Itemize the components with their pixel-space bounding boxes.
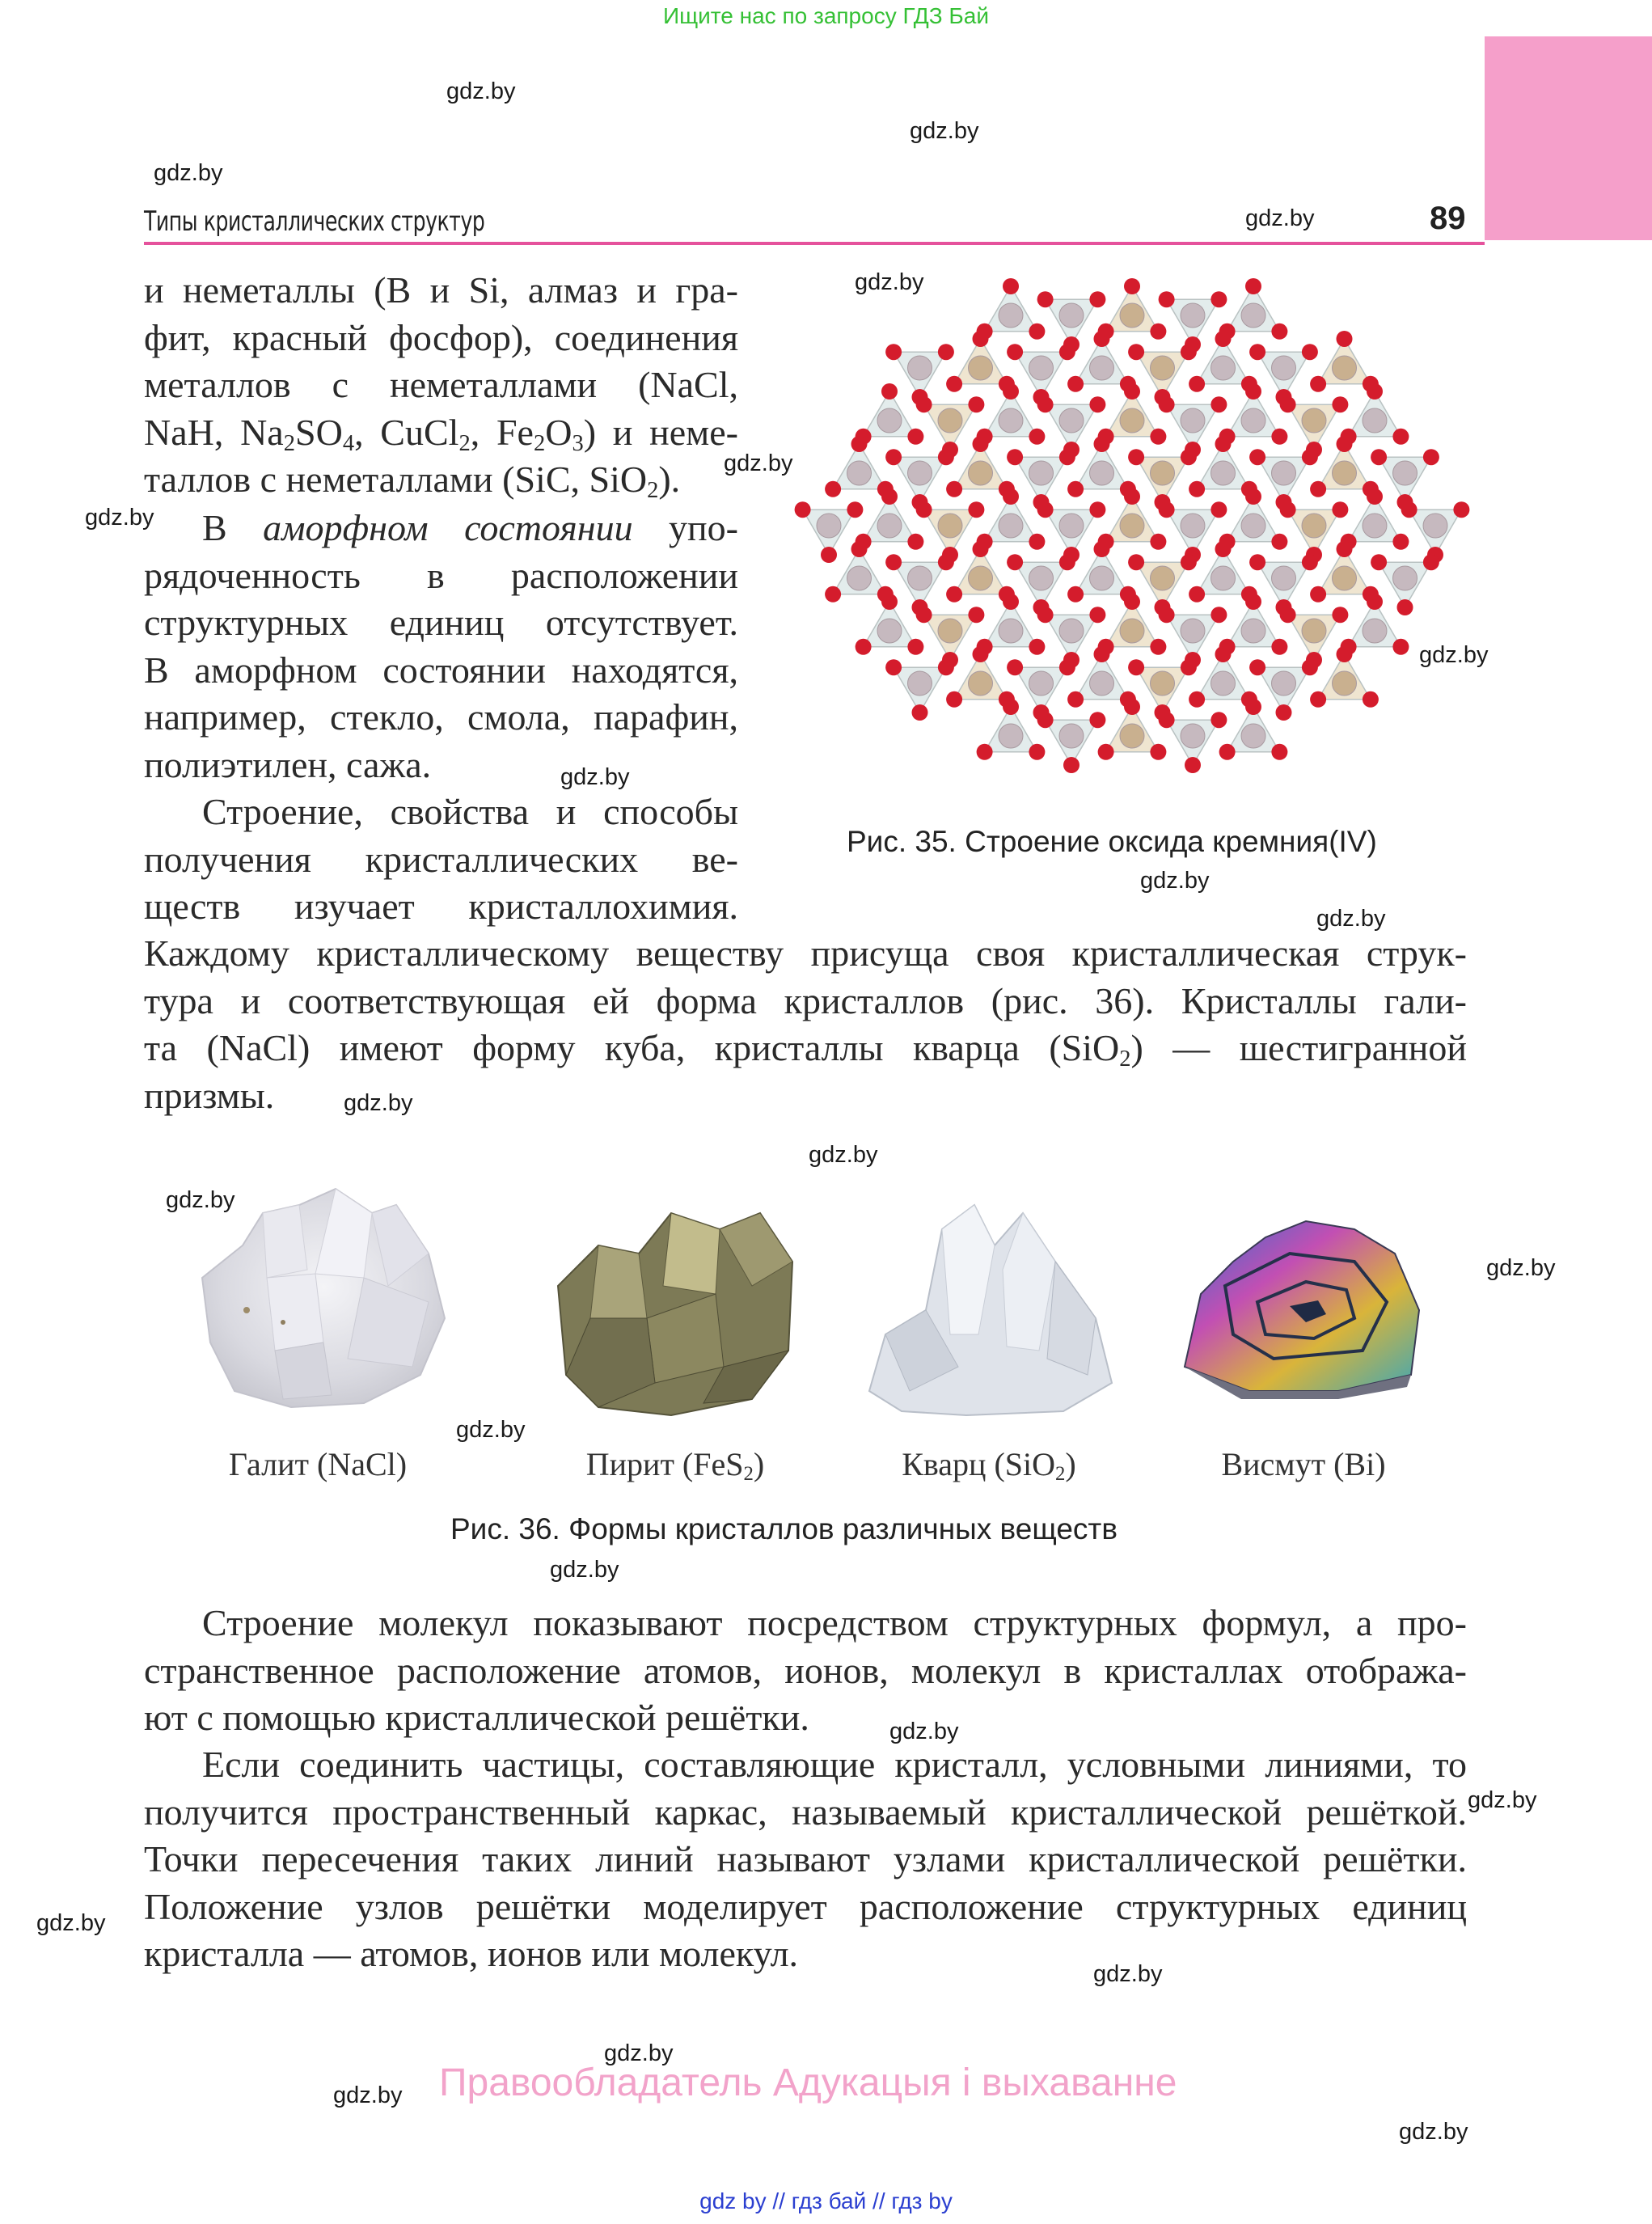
paragraph-4 [144,1600,1467,1742]
mineral-label-quartz: Кварц (SiO$_2$) [902,1446,1076,1486]
watermark: gdz.by [560,764,630,790]
text-line: ют с помощью кристаллической решётки. [144,1697,809,1738]
paragraph-3-wide [144,930,1467,1119]
watermark: gdz.by [446,78,516,104]
text-line: полиэтилен, сажа. [144,743,432,785]
quartz-crystal-image [853,1197,1120,1423]
text-line: тура и соответствующая ей форма кристаллов (рис. 36). Кристаллы гали- [144,979,1467,1021]
silicon-oxide-lattice-illustration [776,267,1488,784]
halite-crystal-image [186,1181,453,1423]
watermark: gdz.by [809,1142,878,1168]
text-line: призмы. [144,1074,275,1116]
text-line: Каждому кристаллическому веществу присуща своя кристаллическая струк- [144,932,1467,974]
text-line: Строение молекул показывают посредством структурных формул, а про- [202,1602,1467,1643]
page-number: 89 [1430,201,1466,236]
watermark: gdz.by [1399,2119,1468,2145]
text-line: В аморфном состоянии находятся, [144,649,738,691]
text-line: кристалла — атомов, ионов или молекул. [144,1933,799,1974]
watermark: gdz.by [1419,642,1489,668]
watermark: gdz.by [855,269,924,295]
text-line: Если соединить частицы, составляющие кристалл, условными линиями, то [202,1744,1467,1785]
top-note: Ищите нас по запросу ГДЗ Бай [662,3,990,28]
watermark: gdz.by [36,1910,106,1936]
text-line: та (NaCl) имеют форму куба, кристаллы кварца (SiO$_2$) — шестигранной [144,1027,1468,1072]
pyrite-crystal-image [550,1197,801,1423]
bottom-site-links[interactable]: gdz by // гдз бай // гдз by [699,2188,953,2213]
watermark: gdz.by [889,1719,959,1744]
mineral-label-halite: Галит (NaCl) [228,1446,408,1482]
text-line: получится пространственный каркас, называемый кристаллической решёткой. [144,1791,1467,1833]
watermark: gdz.by [724,450,793,476]
text-line: Строение, свойства и способы [202,791,738,832]
text-line: В аморфном состоянии упо- [202,507,738,548]
watermark: gdz.by [1093,1961,1163,1987]
text-line: странственное расположение атомов, ионов, молекул в кристаллах отобража- [144,1649,1467,1691]
text-line: металлов с неметаллами (NaCl, [144,364,738,405]
text-line: NaH, $Na_2SO_4$, CuCl$_2$, $Fe_2O_3$) и неме- [144,411,738,456]
emphasis-term: аморфном состоянии [263,507,633,548]
header-title: Типы кристаллических структур [144,205,485,238]
header-rule [144,242,1485,245]
text-line: Положение узлов решётки моделирует расположение структурных единиц [144,1885,1467,1927]
paragraph-1 [144,267,738,504]
watermark: gdz.by [604,2040,674,2066]
watermark: gdz.by [1140,868,1210,894]
figure-36-caption: Рис. 36. Формы кристаллов различных веществ [450,1512,1118,1545]
text-line: и неметаллы (B и Si, алмаз и гра- [144,269,738,311]
paragraph-3-short [144,789,738,931]
text-line: ществ изучает кристаллохимия. [144,886,738,927]
mineral-label-pyrite: Пирит (FeS$_2$) [585,1446,765,1486]
watermark: gdz.by [85,505,154,531]
text-line: структурных единиц отсутствует. [144,602,738,643]
watermark: gdz.by [154,160,223,186]
paragraph-2 [144,505,738,789]
watermark: gdz.by [1316,906,1386,932]
bismuth-crystal-image [1177,1205,1427,1399]
text-line: Точки пересечения таких линий называют узлами кристаллической решётки. [144,1838,1467,1879]
text-line: получения кристаллических ве- [144,838,738,880]
copyright-notice: Правообладатель Адукацыя і выхаванне [439,2061,1177,2104]
text-line: фит, красный фосфор), соединения [144,316,738,358]
text-line: таллов с неметаллами (SiC, SiO$_2$). [144,459,681,504]
watermark: gdz.by [344,1090,413,1116]
text-line: рядоченность в расположении [144,554,738,596]
watermark: gdz.by [550,1557,619,1583]
watermark: gdz.by [1468,1787,1537,1813]
figure-35-caption: Рис. 35. Строение оксида кремния(IV) [847,825,1377,858]
watermark: gdz.by [456,1417,526,1443]
pink-page-tab [1485,36,1652,240]
paragraph-5 [144,1741,1467,1978]
watermark: gdz.by [333,2082,403,2108]
watermark: gdz.by [1245,205,1315,231]
watermark: gdz.by [166,1187,235,1213]
watermark: gdz.by [910,118,979,144]
text-line: например, стекло, смола, парафин, [144,696,738,738]
watermark: gdz.by [1486,1255,1556,1281]
mineral-label-bismuth: Висмут (Bi) [1221,1446,1386,1482]
